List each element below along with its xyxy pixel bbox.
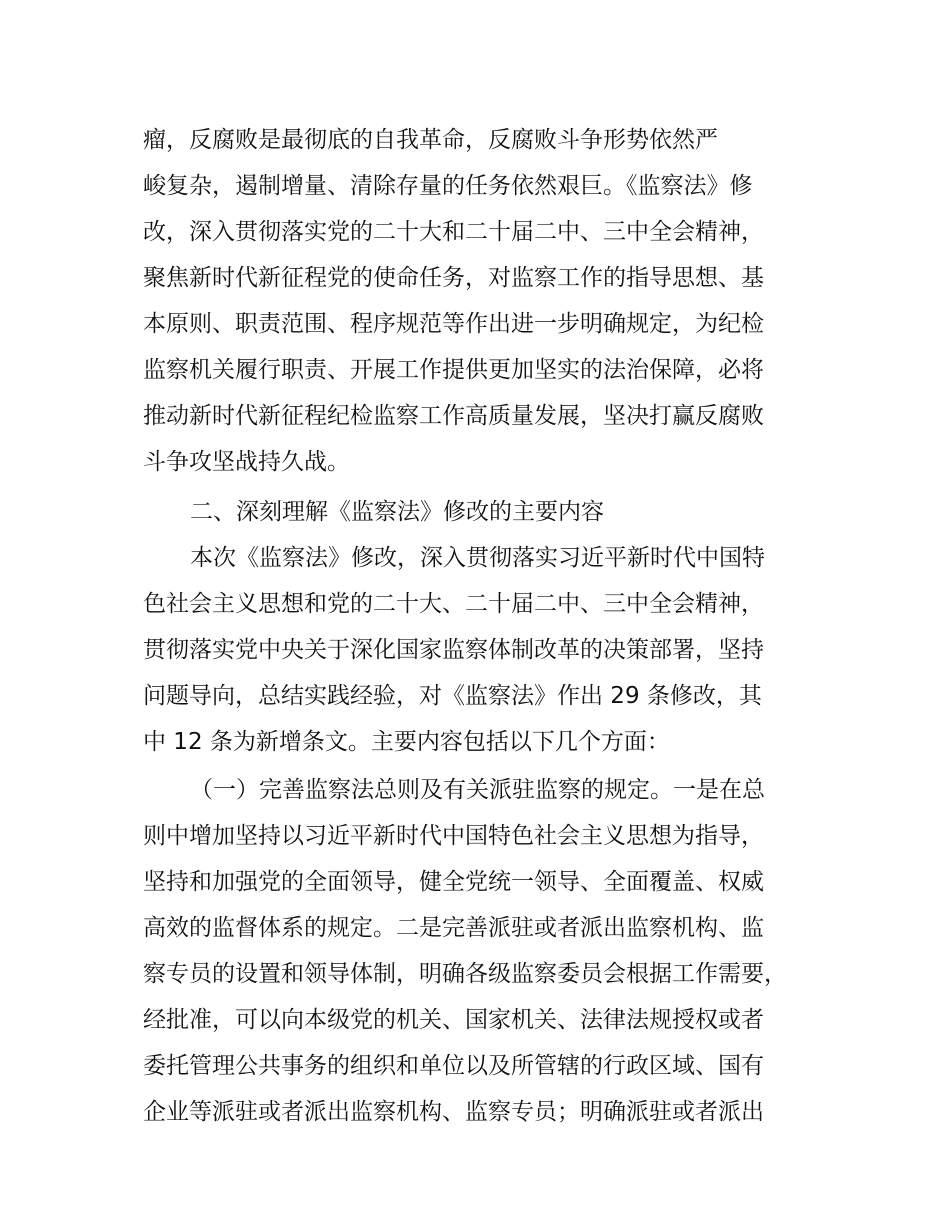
text-line: 峻复杂，遏制增量、清除存量的任务依然艰巨。《监察法》修	[143, 173, 753, 199]
text-line: 瘤，反腐败是最彻底的自我革命，反腐败斗争形势依然严	[143, 127, 718, 153]
text-line: 问题导向，总结实践经验，对《监察法》作出 29 条修改，其	[143, 683, 762, 709]
paragraph-1	[143, 117, 843, 485]
section-heading-2	[143, 489, 843, 535]
paragraph-3	[143, 767, 843, 1135]
text-line: 察专员的设置和领导体制，明确各级监察委员会根据工作需要，	[143, 961, 787, 987]
text-line: 本原则、职责范围、程序规范等作出进一步明确规定，为纪检	[143, 311, 764, 337]
heading-text: 二、深刻理解《监察法》修改的主要内容	[190, 499, 604, 525]
text-line: 坚持和加强党的全面领导，健全党统一领导、全面覆盖、权威	[143, 869, 764, 895]
text-line: 色社会主义思想和党的二十大、二十届二中、三中全会精神，	[143, 591, 764, 617]
text-line: 高效的监督体系的规定。二是完善派驻或者派出监察机构、监	[143, 915, 764, 941]
text-line: 中 12 条为新增条文。主要内容包括以下几个方面：	[143, 729, 670, 755]
document-page	[143, 117, 843, 1135]
text-line: 斗争攻坚战持久战。	[143, 449, 350, 475]
text-line: （一）完善监察法总则及有关派驻监察的规定。一是在总	[190, 777, 765, 803]
text-line: 监察机关履行职责、开展工作提供更加坚实的法治保障，必将	[143, 357, 764, 383]
text-line: 本次《监察法》修改，深入贯彻落实习近平新时代中国特	[190, 545, 765, 571]
text-line: 企业等派驻或者派出监察机构、监察专员；明确派驻或者派出	[143, 1099, 764, 1125]
paragraph-2	[143, 535, 843, 765]
text-line: 聚焦新时代新征程党的使命任务，对监察工作的指导思想、基	[143, 265, 764, 291]
text-line: 委托管理公共事务的组织和单位以及所管辖的行政区域、国有	[143, 1053, 764, 1079]
text-line: 则中增加坚持以习近平新时代中国特色社会主义思想为指导，	[143, 823, 764, 849]
text-line: 经批准，可以向本级党的机关、国家机关、法律法规授权或者	[143, 1007, 764, 1033]
text-line: 改，深入贯彻落实党的二十大和二十届二中、三中全会精神，	[143, 219, 764, 245]
text-line: 贯彻落实党中央关于深化国家监察体制改革的决策部署，坚持	[143, 637, 764, 663]
text-line: 推动新时代新征程纪检监察工作高质量发展，坚决打赢反腐败	[143, 403, 764, 429]
